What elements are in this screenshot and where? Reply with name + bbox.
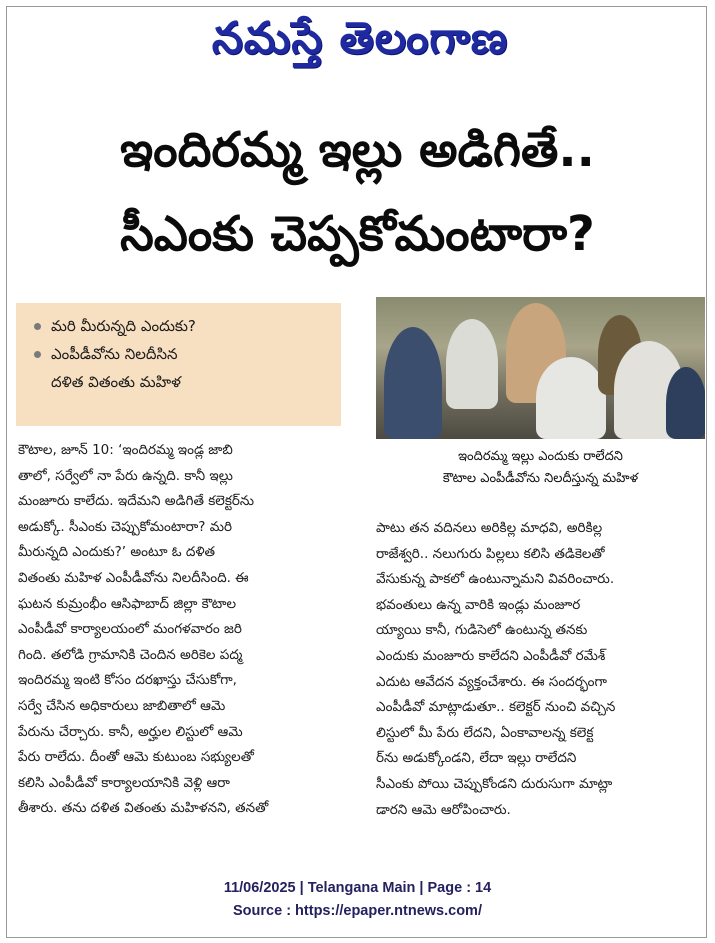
article-line: అడుక్కో. సీఎంకు చెప్పుకోమంటారా? మరి	[18, 518, 233, 535]
article-line: ఎంపీడీవో మాట్లాడుతూ.. కలెక్టర్ నుంచి వచ్చిన	[376, 699, 616, 716]
footer-edition-info: 11/06/2025 | Telangana Main | Page : 14	[223, 880, 492, 896]
article-line: ర్‌ను అడుక్కోండని, లేదా ఇల్లు రాలేదని	[376, 750, 577, 767]
newspaper-masthead: నమస్తే తెలంగాణ	[211, 13, 509, 64]
highlights-box	[16, 303, 341, 426]
article-line: పేరును చేర్చారు. కానీ, అర్హుల లిస్టులో ఆమె	[18, 723, 243, 740]
article-line: భవంతులు ఉన్న వారికి ఇండ్లు మంజూర	[376, 596, 581, 613]
article-line: ఇందిరమ్మ ఇంటి కోసం దరఖాస్తు చేసుకోగా,	[18, 672, 237, 689]
article-line: డారని ఆమె ఆరోపించారు.	[376, 801, 511, 818]
article-line: ఘటన కుమ్రంభీం ఆసిఫాబాద్ జిల్లా కౌటాల	[18, 595, 237, 612]
article-line: ఎందుకు మంజూరు కాలేదని ఎంపీడీవో రమేశ్	[376, 647, 606, 664]
footer-source: Source : https://epaper.ntnews.com/	[233, 903, 482, 919]
article-line: ఎంపీడీవో కార్యాలయంలో మంగళవారం జరి	[18, 621, 242, 638]
article-line: సర్వే చేసిన అధికారులు జాబితాలో ఆమె	[18, 697, 226, 714]
highlight-text: దళిత వితంతు మహిళ	[51, 373, 181, 391]
article-line: కౌటాల, జూన్ 10: ‘ఇందిరమ్మ ఇండ్ల జాబి	[18, 442, 233, 458]
news-photo	[376, 297, 705, 439]
article-line: ఎదుట ఆవేదన వ్యక్తంచేశారు. ఈ సందర్భంగా	[376, 673, 607, 690]
highlight-text: మరి మీరున్నది ఎందుకు?	[51, 317, 196, 335]
article-line: తాలో, సర్వేలో నా పేరు ఉన్నది. కానీ ఇల్లు	[18, 467, 233, 484]
caption-line-2: కౌటాల ఎంపీడీవోను నిలదీస్తున్న మహిళ	[442, 471, 639, 486]
article-line: రాజేశ్వరి.. నలుగురు పిల్లలు కలిసి తడికెలతో	[376, 545, 605, 562]
article-column-right	[376, 516, 704, 823]
photo-figure	[446, 319, 498, 409]
article-line: వేసుకున్న పాకలో ఉంటున్నామని వివరించారు.	[376, 571, 615, 588]
highlight-item	[30, 315, 331, 337]
photo-figure	[666, 367, 705, 439]
article-line: తీశారు. తను దళిత వితంతు మహిళనని, తనతో	[18, 800, 269, 817]
article-line: పేరు రాలేదు. దీంతో ఆమె కుటుంబ సభ్యులతో	[18, 749, 254, 766]
caption-line-1: ఇందిరమ్మ ఇల్లు ఎందుకు రాలేదని	[458, 449, 623, 464]
article-line: గింది. తలోడి గ్రామానికి చెందిన అరికెల పద్మ	[18, 646, 243, 663]
photo-figure	[384, 327, 442, 439]
article-line: పాటు తన వదినలు అరికిల్ల మాధవి, అరికిల్ల	[376, 520, 603, 536]
headline-line-2: సీఎంకు చెప్పకోమంటారా?	[120, 206, 595, 262]
highlight-item	[30, 371, 331, 393]
article-line: మంజూరు కాలేదు. ఇదేమని అడిగితే కలెక్టర్‌ను	[18, 493, 255, 510]
article-line: సీఎంకు పోయి చెప్పుకోండని దురుసుగా మాట్లా	[376, 775, 613, 792]
photo-figure	[536, 357, 606, 439]
bullet-icon	[34, 323, 41, 330]
highlight-item	[30, 343, 331, 365]
article-column-left	[18, 438, 358, 822]
article-line: వితంతు మహిళ ఎంపీడీవోను నిలదీసింది. ఈ	[18, 569, 249, 586]
headline-line-1: ఇందిరమ్మ ఇల్లు అడిగితే..	[120, 122, 595, 178]
article-line: మీరున్నది ఎందుకు?’ అంటూ ఓ దళిత	[18, 544, 216, 561]
photo-caption	[376, 446, 705, 490]
bullet-icon	[34, 351, 41, 358]
article-line: య్యాయి కానీ, గుడిసెలో ఉంటున్న తనకు	[376, 622, 588, 639]
article-line: లిస్టులో మీ పేరు లేదని, ఏంకావాలన్న కలెక్ట	[376, 724, 594, 741]
highlight-text: ఎంపీడీవోను నిలదీసిన	[51, 345, 178, 363]
article-line: కలిసి ఎంపీడీవో కార్యాలయానికి వెళ్లి ఆరా	[18, 774, 230, 791]
